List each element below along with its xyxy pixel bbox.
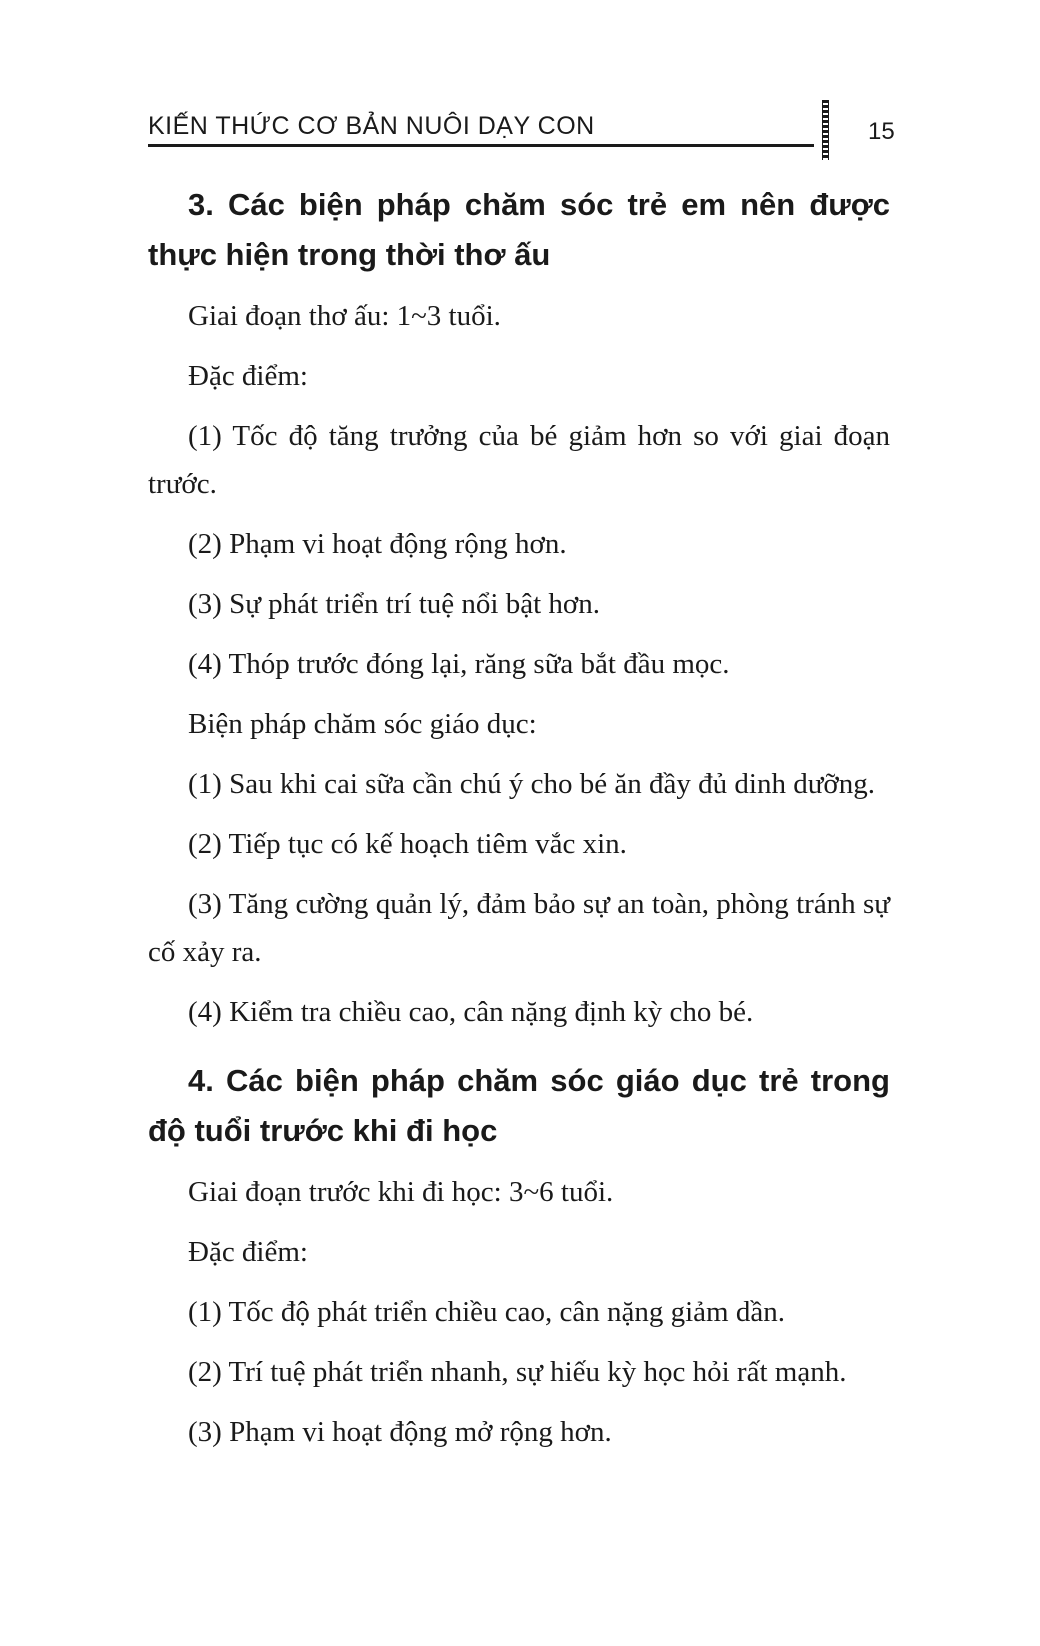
paragraph: (2) Phạm vi hoạt động rộng hơn. (188, 528, 567, 560)
section-heading: 3. Các biện pháp chăm sóc trẻ em nên được thực hiện trong thời thơ ấu (148, 187, 890, 272)
paragraph: (2) Trí tuệ phát triển nhanh, sự hiếu kỳ học hỏi rất mạnh. (188, 1356, 847, 1388)
header-rule (148, 144, 814, 147)
paragraph: (1) Tốc độ tăng trưởng của bé giảm hơn so với giai đoạn trước. (148, 420, 890, 500)
page-number: 15 (868, 118, 895, 145)
paragraph: (4) Kiểm tra chiều cao, cân nặng định kỳ cho bé. (188, 996, 754, 1028)
running-header-title: KIẾN THỨC CƠ BẢN NUÔI DẠY CON (148, 112, 595, 140)
paragraph: (3) Tăng cường quản lý, đảm bảo sự an toàn, phòng tránh sự cố xảy ra. (148, 888, 890, 968)
paragraph: (3) Phạm vi hoạt động mở rộng hơn. (188, 1416, 612, 1448)
header-decorative-bar (822, 100, 829, 160)
paragraph: Giai đoạn trước khi đi học: 3~6 tuổi. (188, 1176, 614, 1208)
paragraph: Giai đoạn thơ ấu: 1~3 tuổi. (188, 300, 501, 332)
paragraph: Đặc điểm: (188, 360, 308, 392)
page-body (148, 180, 890, 1456)
paragraph: (2) Tiếp tục có kế hoạch tiêm vắc xin. (188, 828, 627, 860)
paragraph: (4) Thóp trước đóng lại, răng sữa bắt đầu mọc. (188, 648, 730, 680)
paragraph: (1) Sau khi cai sữa cần chú ý cho bé ăn đầy đủ dinh dưỡng. (188, 768, 876, 800)
section-heading: 4. Các biện pháp chăm sóc giáo dục trẻ trong độ tuổi trước khi đi học (148, 1063, 890, 1148)
paragraph: Biện pháp chăm sóc giáo dục: (188, 708, 537, 740)
paragraph: (3) Sự phát triển trí tuệ nổi bật hơn. (188, 588, 601, 620)
paragraph: (1) Tốc độ phát triển chiều cao, cân nặng giảm dần. (188, 1296, 785, 1328)
paragraph: Đặc điểm: (188, 1236, 308, 1268)
